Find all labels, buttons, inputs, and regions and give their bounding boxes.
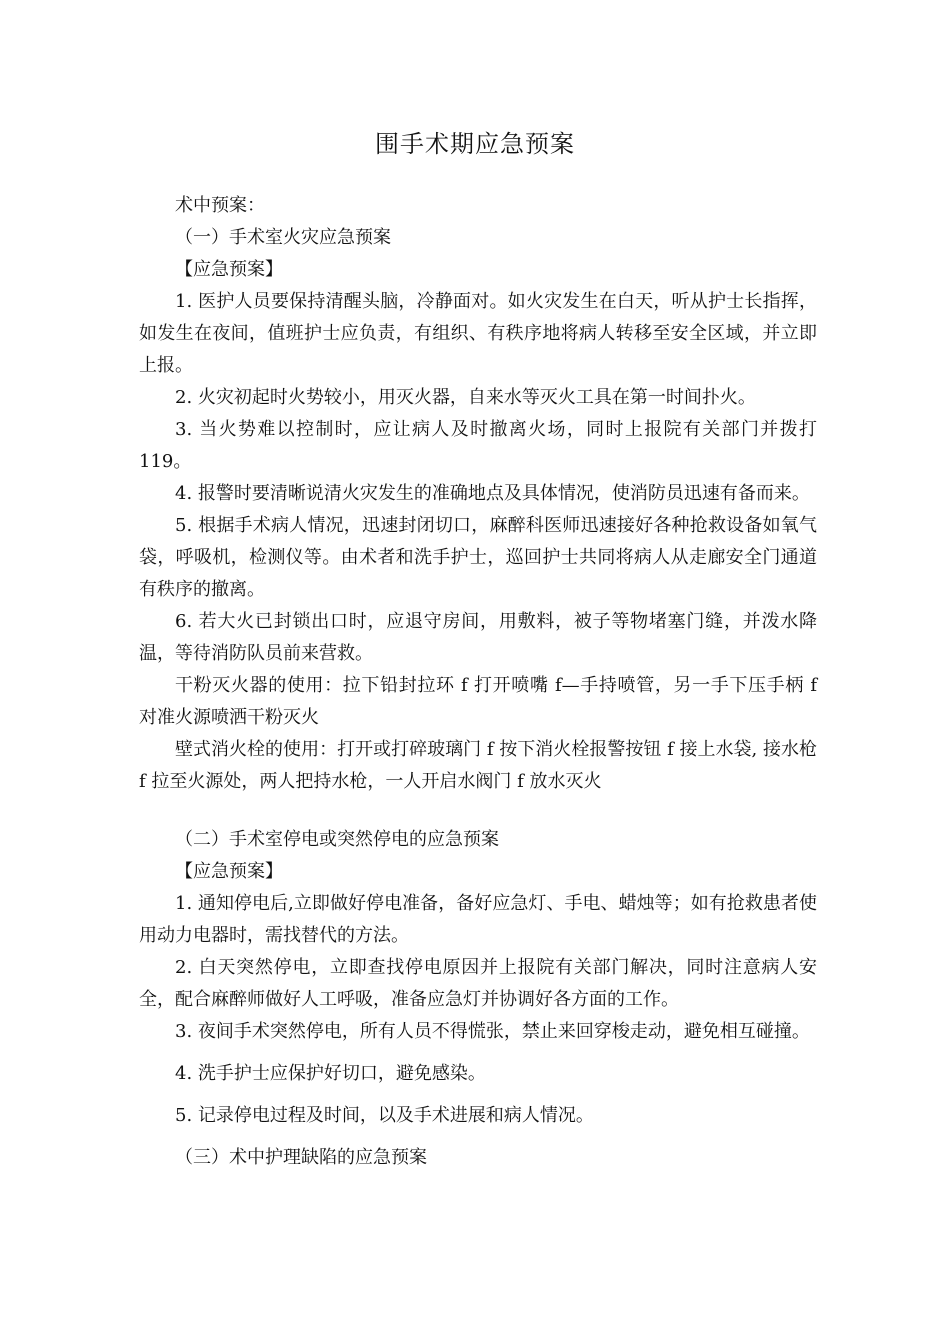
paragraph-power-4: 4. 洗手护士应保护好切口，避免感染。 xyxy=(175,1063,486,1084)
document-title: 围手术期应急预案 xyxy=(375,130,575,158)
paragraph-hydrant-usage: 壁式消火栓的使用：打开或打碎玻璃门 f 按下消火栓报警按钮 f 接上水袋, 接水枪 f 拉至火源处，两人把持水枪，一人开启水阀门 f 放水灭火 xyxy=(139,739,817,792)
subheading-emergency-plan-fire: 【应急预案】 xyxy=(175,259,283,280)
paragraph-power-5: 5. 记录停电过程及时间，以及手术进展和病人情况。 xyxy=(175,1105,594,1126)
paragraph-fire-3: 3. 当火势难以控制时，应让病人及时撤离火场，同时上报院有关部门并拨打 119。 xyxy=(139,419,817,472)
paragraph-fire-5: 5. 根据手术病人情况，迅速封闭切口，麻醉科医师迅速接好各种抢救设备如氧气袋，呼吸机，检测仪等。由术者和洗手护士，巡回护士共同将病人从走廊安全门通道有秩序的撤离。 xyxy=(139,515,817,600)
paragraph-fire-6: 6. 若大火已封锁出口时，应退守房间，用敷料，被子等物堵塞门缝，并泼水降温，等待消防队员前来营救。 xyxy=(139,611,817,664)
document-body xyxy=(139,190,817,1174)
subheading-emergency-plan-power: 【应急预案】 xyxy=(175,861,283,882)
paragraph-power-1: 1. 通知停电后,立即做好停电准备，备好应急灯、手电、蜡烛等；如有抢救患者使用动力电器时，需找替代的方法。 xyxy=(139,893,817,946)
section-heading-fire: （一）手术室火灾应急预案 xyxy=(175,227,391,248)
section-heading-nursing-defect: （三）术中护理缺陷的应急预案 xyxy=(175,1147,427,1168)
section-heading-power-outage: （二）手术室停电或突然停电的应急预案 xyxy=(175,829,499,850)
paragraph-fire-1: 1. 医护人员要保持清醒头脑，冷静面对。如火灾发生在白天，听从护士长指挥，如发生在夜间，值班护士应负责，有组织、有秩序地将病人转移至安全区域，并立即上报。 xyxy=(139,291,817,376)
paragraph-power-2: 2. 白天突然停电，立即查找停电原因并上报院有关部门解决，同时注意病人安全，配合麻醉师做好人工呼吸，准备应急灯并协调好各方面的工作。 xyxy=(139,957,817,1010)
paragraph-power-3: 3. 夜间手术突然停电，所有人员不得慌张，禁止来回穿梭走动，避免相互碰撞。 xyxy=(175,1021,810,1042)
paragraph-intraop-heading: 术中预案： xyxy=(175,195,265,216)
paragraph-fire-4: 4. 报警时要清晰说清火灾发生的准确地点及具体情况，使消防员迅速有备而来。 xyxy=(175,483,810,504)
paragraph-fire-2: 2. 火灾初起时火势较小，用灭火器，自来水等灭火工具在第一时间扑火。 xyxy=(175,387,756,408)
paragraph-extinguisher-usage: 干粉灭火器的使用：拉下铅封拉环 f 打开喷嘴 f—手持喷管，另一手下压手柄 f 对准火源喷洒干粉灭火 xyxy=(139,675,817,728)
